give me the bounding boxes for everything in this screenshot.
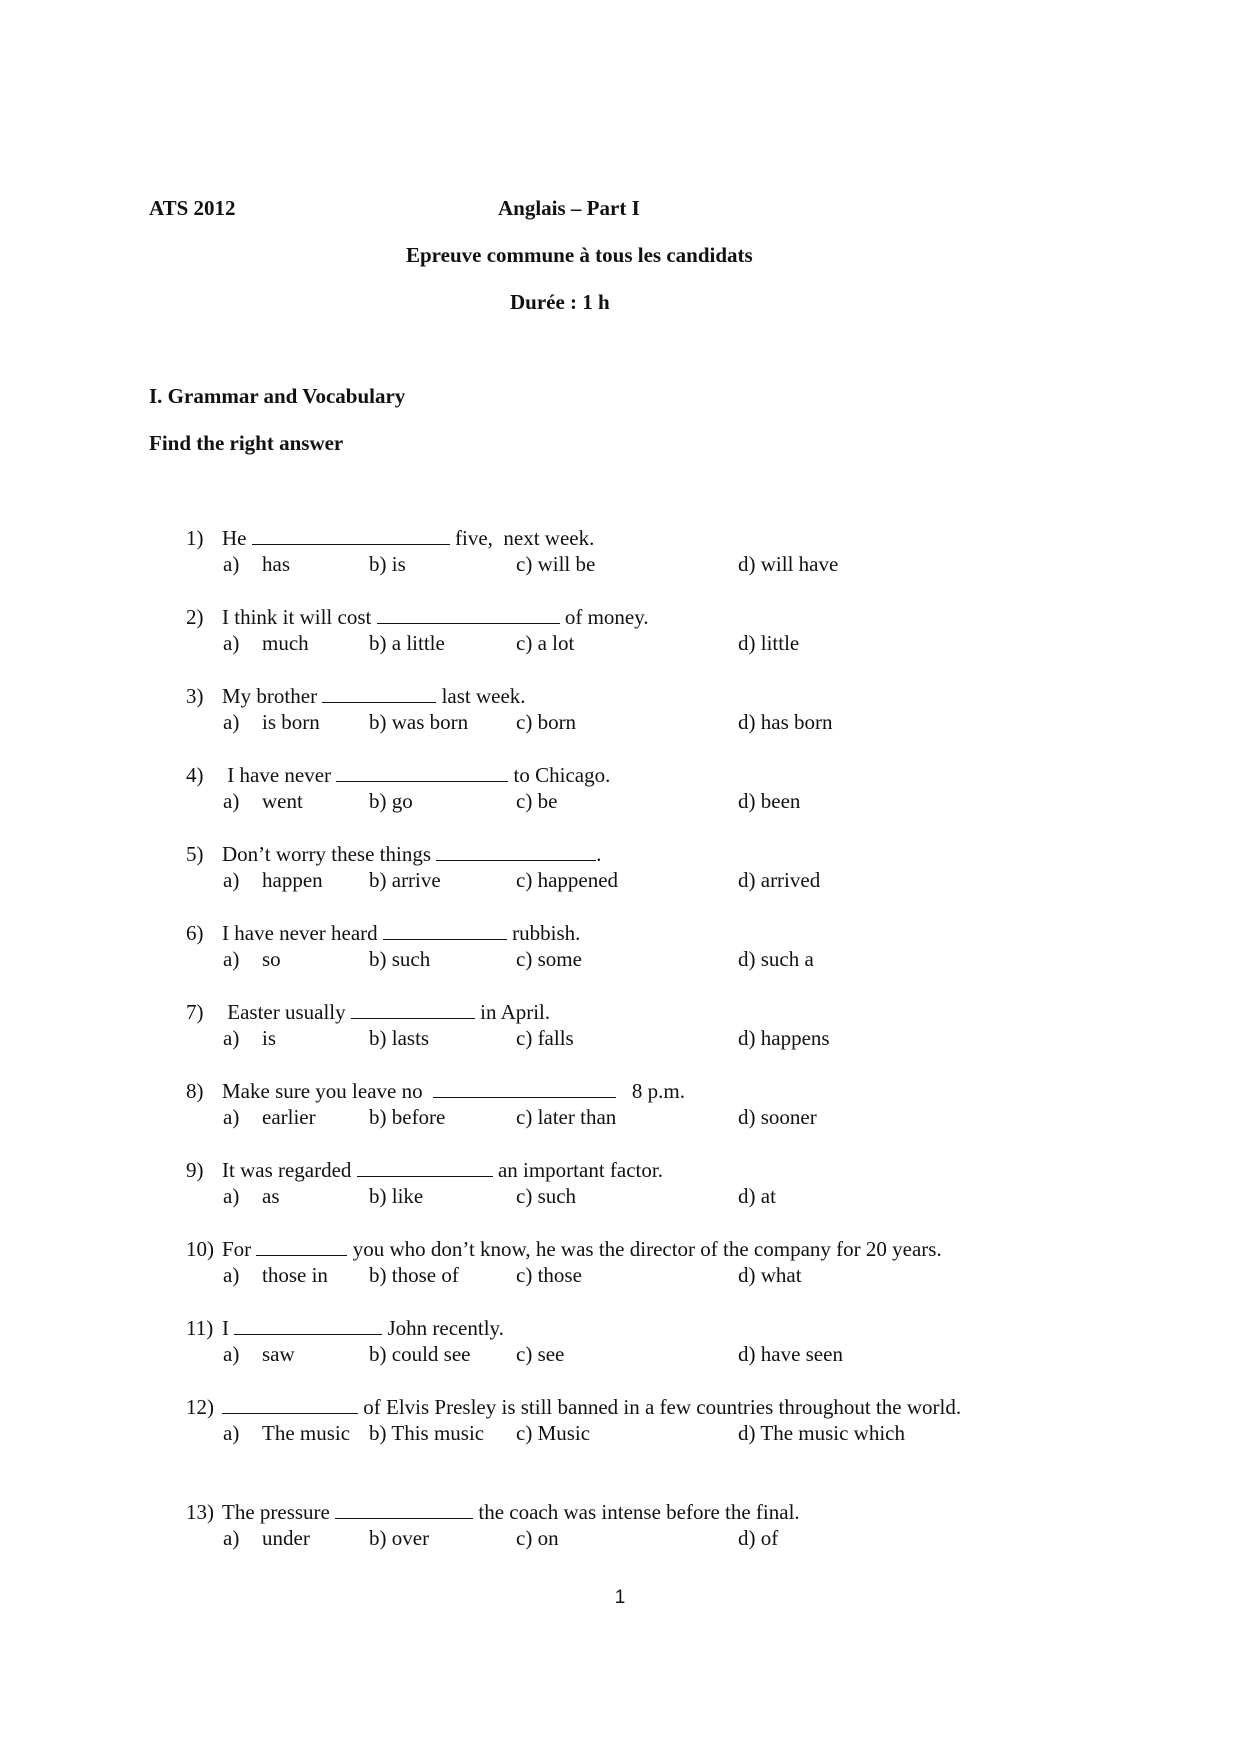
option-a[interactable]: The music	[262, 1421, 351, 1445]
question-3	[186, 684, 1106, 736]
option-a[interactable]: so	[262, 947, 281, 971]
option-d[interactable]: d) of	[738, 1526, 779, 1550]
question-number: 3)	[186, 684, 204, 708]
option-a[interactable]: as	[262, 1184, 280, 1208]
question-text: I have never heard rubbish.	[222, 921, 581, 945]
option-d[interactable]: d) arrived	[738, 868, 821, 892]
option-c[interactable]: c) be	[516, 789, 558, 813]
option-a[interactable]: has	[262, 552, 290, 576]
option-a[interactable]: happen	[262, 868, 323, 892]
answer-options	[186, 552, 1106, 578]
question-stem	[186, 1316, 1106, 1342]
question-number: 11)	[186, 1316, 214, 1340]
question-text: For you who don’t know, he was the director of the company for 20 years.	[222, 1237, 942, 1261]
option-c[interactable]: c) happened	[516, 868, 619, 892]
answer-blank[interactable]	[256, 1237, 347, 1256]
option-d[interactable]: d) been	[738, 789, 801, 813]
answer-options	[186, 1026, 1106, 1052]
option-d[interactable]: d) The music which	[738, 1421, 905, 1445]
question-number: 9)	[186, 1158, 204, 1182]
option-a-letter: a)	[223, 1263, 240, 1287]
option-b[interactable]: b) could see	[369, 1342, 471, 1366]
question-10	[186, 1237, 1106, 1289]
option-a[interactable]: went	[262, 789, 303, 813]
option-c[interactable]: c) born	[516, 710, 577, 734]
question-number: 2)	[186, 605, 204, 629]
option-a[interactable]: is	[262, 1026, 277, 1050]
question-number: 8)	[186, 1079, 204, 1103]
option-c[interactable]: c) on	[516, 1526, 559, 1550]
question-number: 4)	[186, 763, 204, 787]
question-6	[186, 921, 1106, 973]
question-text: I think it will cost of money.	[222, 605, 649, 629]
question-12	[186, 1395, 1106, 1447]
question-stem	[186, 1158, 1106, 1184]
option-c[interactable]: c) those	[516, 1263, 582, 1287]
option-a-letter: a)	[223, 789, 240, 813]
answer-blank[interactable]	[234, 1316, 382, 1335]
option-d[interactable]: d) at	[738, 1184, 776, 1208]
option-a[interactable]: much	[262, 631, 309, 655]
question-number: 7)	[186, 1000, 204, 1024]
question-stem	[186, 684, 1106, 710]
option-b[interactable]: b) a little	[369, 631, 445, 655]
question-number: 12)	[186, 1395, 214, 1419]
option-d[interactable]: d) little	[738, 631, 800, 655]
option-c[interactable]: c) will be	[516, 552, 596, 576]
option-b[interactable]: b) is	[369, 552, 406, 576]
answer-options	[186, 631, 1106, 657]
option-c[interactable]: c) some	[516, 947, 582, 971]
option-b[interactable]: b) This music	[369, 1421, 485, 1445]
exam-subtitle: Epreuve commune à tous les candidats	[406, 243, 753, 267]
answer-blank[interactable]	[351, 1000, 475, 1019]
question-11	[186, 1316, 1106, 1368]
option-d[interactable]: d) have seen	[738, 1342, 843, 1366]
question-number: 13)	[186, 1500, 214, 1524]
question-number: 10)	[186, 1237, 214, 1261]
exam-label: ATS 2012	[149, 196, 236, 220]
option-a[interactable]: saw	[262, 1342, 295, 1366]
option-a-letter: a)	[223, 710, 240, 734]
answer-blank[interactable]	[322, 684, 436, 703]
page-number: 1	[614, 1587, 626, 1608]
question-text: Don’t worry these things .	[222, 842, 602, 866]
option-c[interactable]: c) Music	[516, 1421, 591, 1445]
question-text: of Elvis Presley is still banned in a few countries throughout the world.	[222, 1395, 961, 1420]
option-c[interactable]: c) falls	[516, 1026, 574, 1050]
question-stem	[186, 763, 1106, 789]
question-text: My brother last week.	[222, 684, 526, 708]
option-b[interactable]: b) lasts	[369, 1026, 430, 1050]
question-text: The pressure the coach was intense before the final.	[222, 1500, 800, 1524]
section-instruction: Find the right answer	[149, 431, 344, 455]
question-13	[186, 1500, 1106, 1552]
option-d[interactable]: d) will have	[738, 552, 839, 576]
question-number: 5)	[186, 842, 204, 866]
option-a-letter: a)	[223, 552, 240, 576]
option-b[interactable]: b) like	[369, 1184, 424, 1208]
question-text: Easter usually in April.	[222, 1000, 551, 1024]
answer-blank[interactable]	[433, 1079, 616, 1098]
answer-blank[interactable]	[335, 1500, 473, 1519]
option-d[interactable]: d) happens	[738, 1026, 830, 1050]
option-a[interactable]: is born	[262, 710, 320, 734]
option-a[interactable]: earlier	[262, 1105, 316, 1129]
question-number: 1)	[186, 526, 204, 550]
question-text: He five, next week.	[222, 526, 595, 550]
question-text: Make sure you leave no 8 p.m.	[222, 1079, 685, 1103]
question-stem	[186, 1237, 1106, 1263]
question-stem	[186, 1395, 1106, 1421]
question-text: I have never to Chicago.	[222, 763, 611, 787]
answer-options	[186, 1421, 1106, 1447]
question-2	[186, 605, 1106, 657]
option-a-letter: a)	[223, 1421, 240, 1445]
question-8	[186, 1079, 1106, 1131]
question-stem	[186, 921, 1106, 947]
option-b[interactable]: b) go	[369, 789, 413, 813]
option-a-letter: a)	[223, 947, 240, 971]
option-a[interactable]: those in	[262, 1263, 328, 1287]
answer-blank[interactable]	[436, 842, 596, 861]
question-stem	[186, 1500, 1106, 1526]
answer-options	[186, 868, 1106, 894]
option-c[interactable]: c) later than	[516, 1105, 617, 1129]
option-b[interactable]: b) such	[369, 947, 431, 971]
option-c[interactable]: c) see	[516, 1342, 565, 1366]
option-d[interactable]: d) what	[738, 1263, 802, 1287]
answer-options	[186, 947, 1106, 973]
option-c[interactable]: c) such	[516, 1184, 577, 1208]
question-stem	[186, 1079, 1106, 1105]
answer-blank[interactable]	[336, 763, 508, 782]
answer-options	[186, 1184, 1106, 1210]
option-d[interactable]: d) sooner	[738, 1105, 817, 1129]
option-b[interactable]: b) those of	[369, 1263, 459, 1287]
exam-duration: Durée : 1 h	[510, 290, 610, 314]
question-stem	[186, 1000, 1106, 1026]
option-a-letter: a)	[223, 631, 240, 655]
answer-options	[186, 1526, 1106, 1552]
question-9	[186, 1158, 1106, 1210]
answer-blank[interactable]	[252, 526, 450, 545]
option-a-letter: a)	[223, 868, 240, 892]
question-text: It was regarded an important factor.	[222, 1158, 663, 1182]
question-1	[186, 526, 1106, 578]
question-stem	[186, 605, 1106, 631]
question-7	[186, 1000, 1106, 1052]
subject-title: Anglais – Part I	[498, 196, 640, 220]
option-d[interactable]: d) has born	[738, 710, 833, 734]
option-b[interactable]: b) before	[369, 1105, 446, 1129]
option-b[interactable]: b) arrive	[369, 868, 441, 892]
answer-blank[interactable]	[377, 605, 560, 624]
section-title: I. Grammar and Vocabulary	[149, 384, 406, 408]
option-a-letter: a)	[223, 1342, 240, 1366]
answer-blank[interactable]	[357, 1158, 493, 1177]
option-a-letter: a)	[223, 1526, 240, 1550]
answer-options	[186, 1263, 1106, 1289]
question-number: 6)	[186, 921, 204, 945]
option-b[interactable]: b) over	[369, 1526, 430, 1550]
option-a-letter: a)	[223, 1184, 240, 1208]
answer-options	[186, 1105, 1106, 1131]
option-c[interactable]: c) a lot	[516, 631, 575, 655]
option-b[interactable]: b) was born	[369, 710, 469, 734]
option-a[interactable]: under	[262, 1526, 310, 1550]
answer-blank[interactable]	[222, 1395, 358, 1414]
question-text: I John recently.	[222, 1316, 504, 1340]
question-stem	[186, 526, 1106, 552]
option-d[interactable]: d) such a	[738, 947, 814, 971]
question-4	[186, 763, 1106, 815]
answer-options	[186, 710, 1106, 736]
answer-options	[186, 789, 1106, 815]
question-stem	[186, 842, 1106, 868]
option-a-letter: a)	[223, 1026, 240, 1050]
option-a-letter: a)	[223, 1105, 240, 1129]
answer-blank[interactable]	[383, 921, 507, 940]
question-5	[186, 842, 1106, 894]
answer-options	[186, 1342, 1106, 1368]
